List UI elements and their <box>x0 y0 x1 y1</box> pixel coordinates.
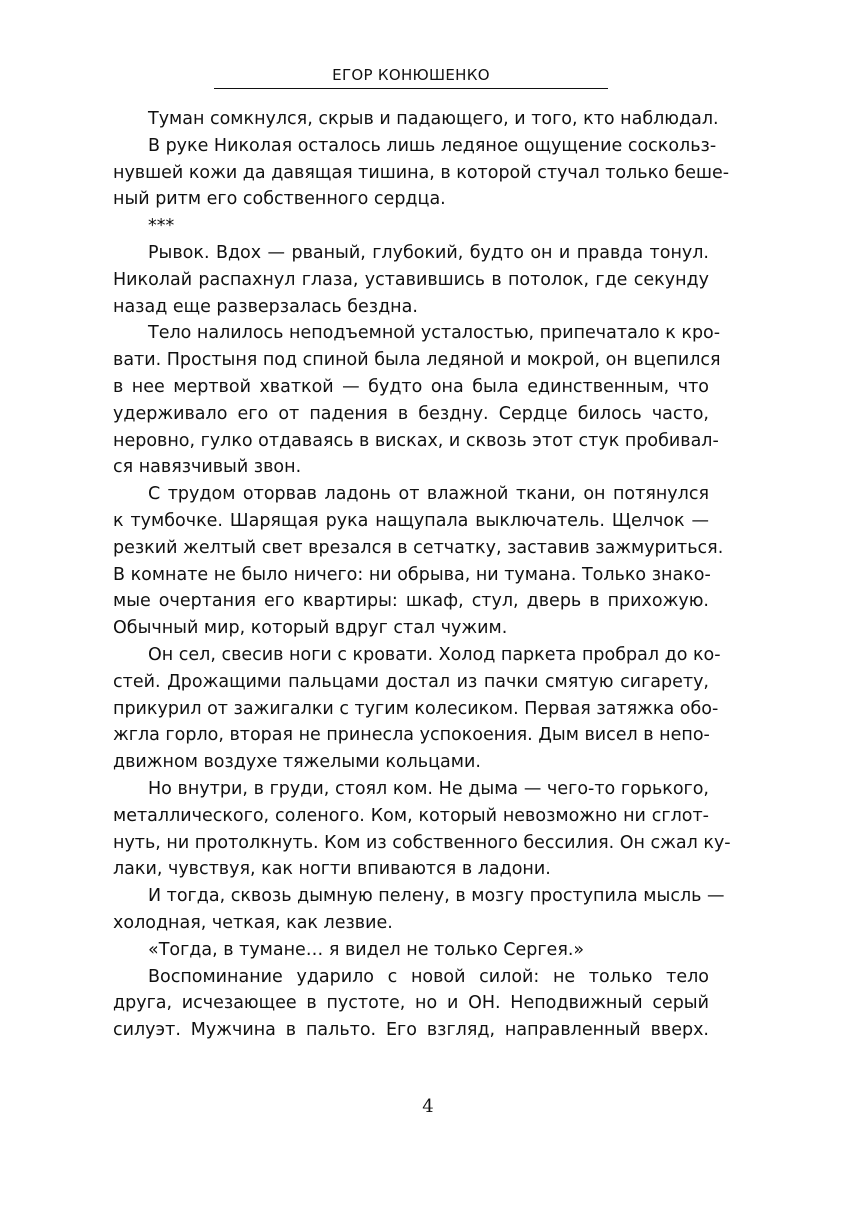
text-line: С трудом оторвав ладонь от влажной ткани, он потянулся <box>148 484 709 505</box>
text-line: *** <box>148 216 175 237</box>
text-line: Рывок. Вдох — рваный, глубокий, будто он и правда тонул. <box>148 242 709 263</box>
text-line: резкий желтый свет врезался в сетчатку, заставив зажмуриться. <box>113 537 724 558</box>
text-line: к тумбочке. Шарящая рука нащупала выключатель. Щелчок — <box>113 510 709 531</box>
text-line: стей. Дрожащими пальцами достал из пачки смятую сигарету, <box>113 671 709 692</box>
text-line: силуэт. Мужчина в пальто. Его взгляд, направленный вверх. <box>113 1020 709 1041</box>
text-line: холодная, четкая, как лезвие. <box>113 912 393 933</box>
text-line: «Тогда, в тумане… я видел не только Сергея.» <box>148 939 585 960</box>
text-line: Тело налилось неподъемной усталостью, припечатало к кро- <box>148 323 721 344</box>
text-line: И тогда, сквозь дымную пелену, в мозгу проступила мысль — <box>148 886 725 907</box>
text-line: Николай распахнул глаза, уставившись в потолок, где секунду <box>113 269 709 290</box>
running-header-author: ЕГОР КОНЮШЕНКО <box>214 66 608 89</box>
text-line: движном воздухе тяжелыми кольцами. <box>113 752 481 773</box>
text-line: в нее мертвой хваткой — будто она была единственным, что <box>113 376 709 397</box>
text-line: вати. Простыня под спиной была ледяной и мокрой, он вцепился <box>113 350 721 371</box>
text-line: нувшей кожи да давящая тишина, в которой стучал только беше- <box>113 162 730 183</box>
text-line: лаки, чувствуя, как ногти впиваются в ладони. <box>113 859 551 880</box>
text-line: нуть, ни протолкнуть. Ком из собственного бессилия. Он сжал ку- <box>113 832 731 853</box>
text-line: неровно, гулко отдаваясь в висках, и сквозь этот стук пробивал- <box>113 430 719 451</box>
text-line: металлического, соленого. Ком, который невозможно ни сглот- <box>113 805 709 826</box>
text-line: прикурил от зажигалки с тугим колесиком. Первая затяжка обо- <box>113 698 719 719</box>
text-line: Он сел, свесив ноги с кровати. Холод паркета пробрал до ко- <box>148 644 721 665</box>
text-line: Воспоминание ударило с новой силой: не только тело <box>148 966 709 987</box>
text-line: Обычный мир, который вдруг стал чужим. <box>113 618 508 639</box>
text-line: Туман сомкнулся, скрыв и падающего, и того, кто наблюдал. <box>148 109 719 129</box>
text-line: назад еще разверзалась бездна. <box>113 296 418 317</box>
text-line: ный ритм его собственного сердца. <box>113 189 446 210</box>
text-line: ся навязчивый звон. <box>113 457 302 478</box>
text-line: В руке Николая осталось лишь ледяное ощущение соскольз- <box>148 135 717 156</box>
body-text <box>113 106 731 1044</box>
text-line: Но внутри, в груди, стоял ком. Не дыма — чего-то горького, <box>148 778 709 799</box>
text-line: мые очертания его квартиры: шкаф, стул, дверь в прихожую. <box>113 591 709 612</box>
text-line: друга, исчезающее в пустоте, но и ОН. Неподвижный серый <box>113 993 709 1014</box>
text-line: удерживало его от падения в бездну. Сердце билось часто, <box>113 403 709 424</box>
text-line: жгла горло, вторая не принесла успокоения. Дым висел в непо- <box>113 725 710 746</box>
text-line: В комнате не было ничего: ни обрыва, ни тумана. Только знако- <box>113 564 711 585</box>
page-number: 4 <box>422 1096 434 1117</box>
